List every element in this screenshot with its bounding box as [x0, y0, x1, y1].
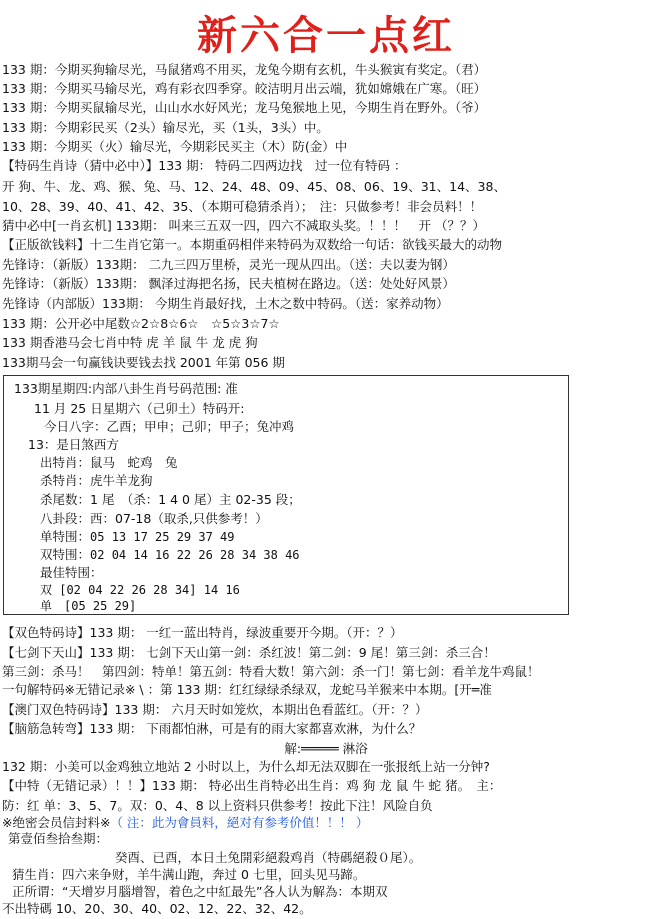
text-line: 【特码生肖诗（猜中必中）】133 期： 特码二四两边找 过一位有特码 ：	[2, 158, 407, 173]
box-bazi: 今日八字：乙酉；甲申；己卯；甲子；兔冲鸡	[44, 419, 295, 434]
row-value: 西：07-18（取杀,只供参考！）	[90, 511, 268, 526]
text-line: 癸酉、已酉，本日土兔開彩絕殺鸡肖（特碼絕殺０尾）。	[115, 850, 422, 865]
text-line: 133 期：今期买狗输尽光，马鼠猪鸡不用买，龙兔今期有玄机，牛头猴寅有奖定。（君）	[2, 62, 487, 77]
row-value: 1 尾 （杀：1 4 0 尾）主 02-35 段；	[90, 492, 301, 507]
box-odd-numbers: 单 [05 25 29]	[40, 599, 137, 613]
box-row	[40, 546, 300, 564]
box-row	[40, 472, 153, 489]
text-line: 133 期：今期买鼠输尽光，山山水水好风光；龙马兔猴地上见，今期生肖在野外。（爷）	[2, 100, 487, 115]
text-line: 【七剑下天山】133 期： 七剑下天山第一剑：杀红波！第二剑：9 尾！第三剑：杀三合！	[2, 645, 496, 660]
period-heading: 第壹佰叁拾叁期：	[8, 831, 109, 846]
text-line: 【脑筋急转弯】133 期： 下雨都怕淋，可是有的雨大家都喜欢淋，为什么？	[2, 721, 422, 736]
page-title: 新六合一点红	[197, 12, 455, 59]
box-row	[40, 454, 178, 471]
text-line: 先锋诗：（新版）133期： 飘泽过海把名扬，民夫植树在路边。（送：处处好风景）	[2, 276, 455, 291]
text-line: 【双色特码诗】133 期： 一红一蓝出特肖，绿波重要开今期。（开：？）	[2, 625, 403, 640]
row-label: 出特肖：	[40, 455, 91, 470]
text-line: 防：红 单：3、5、7。双：0、4、8 以上资料只供参考！按此下注！风险自负	[2, 798, 433, 813]
riddle-answer: 解:═════ 淋浴	[284, 741, 368, 756]
text-line: 132 期：小美可以金鸡独立地站 2 小时以上，为什么却无法双脚在一张报纸上站一分钟?	[2, 759, 490, 774]
box-heading: 133期星期四:内部八卦生肖号码范围: 准	[14, 381, 238, 396]
text-line: 开 狗、牛、龙、鸡、猴、兔、马、12、24、48、09、45、08、06、19、31、14、38、	[2, 179, 506, 194]
text-line: 10、28、39、40、41、42、35、（本期可稳猜杀肖）； 注：只做参考！非会员料！！	[2, 199, 483, 214]
text-line: 133 期：今期彩民买（2头）输尽光，买（1头，3头）中。	[2, 120, 329, 135]
text-line: 133 期：今期买马输尽光，鸡有彩衣四季穿。皎洁明月出云端，犹如嫦娥在广寒。（旺）	[2, 81, 487, 96]
row-value: 虎牛羊龙狗	[90, 473, 153, 488]
text-line: 第三剑：杀马！ 第四剑：特单！第五剑：特看大数！第六剑：杀一门！第七剑：看羊龙牛鸡鼠！	[2, 664, 540, 679]
text-line: 133 期：今期买（火）输尽光，今期彩民买主（木）防(金）中	[2, 139, 348, 154]
text-line: 正所谓：“天增岁月腦增智，着色之中紅最先”各人认为解為：本期双	[12, 884, 388, 899]
secret-note: （ 注：此为會員料，絕对有参考价值！！！ ）	[110, 815, 369, 830]
box-row	[40, 528, 235, 546]
text-line: 133期马会一句赢钱诀要钱去找 2001 年第 056 期	[2, 355, 285, 370]
box-row	[40, 564, 103, 581]
row-label: 杀尾数：	[40, 492, 91, 507]
text-line: 133 期：公开必中尾数☆2☆8☆6☆ ☆5☆3☆7☆	[2, 316, 280, 331]
text-line: 【中特（无错记录）！！】133 期： 特必出生肖特必出生肖：鸡 狗 龙 鼠 牛 蛇 猪。 主：	[2, 778, 502, 793]
text-line: 猜中必中[一肖玄机] 133期： 叫来三五双一四，四六不减取头奖。！！！ 开 （？？）	[2, 218, 486, 233]
text-line: 不出特碼 10、20、30、40、02、12、22、32、42。	[2, 901, 312, 916]
row-label: 单特围：	[40, 529, 91, 544]
box-date: 11 月 25 日星期六（己卯土）特码开:	[34, 401, 245, 416]
text-line: 【正版欲钱料】十二生肖它第一。本期重码相伴来特码为双数给一句话：欲钱买最大的动物	[2, 237, 503, 252]
row-label: 双特围：	[40, 547, 91, 562]
text-line: 一句解特码※无错记录※ \ ：第 133 期：红红绿绿杀绿双，龙蛇马羊猴来中本期。[开═准	[2, 682, 492, 697]
bagua-box	[3, 375, 569, 615]
box-row	[40, 491, 301, 508]
row-label: 杀特肖：	[40, 473, 91, 488]
row-value: 02 04 14 16 22 26 28 34 38 46	[90, 548, 300, 562]
row-label: 八卦段：	[40, 511, 91, 526]
row-value: 05 13 17 25 29 37 49	[90, 530, 235, 544]
box-row	[40, 510, 268, 527]
text-line: 【澳门双色特码诗】133 期： 六月天时如笼炊，本期出色看蓝红。（开：？）	[2, 702, 428, 717]
secret-line	[2, 814, 368, 831]
secret-label: ※绝密会员信封料※	[2, 815, 111, 830]
row-label: 最佳特围：	[40, 565, 103, 580]
text-line: 猜生肖：四六来争财，羊牛满山跑，奔过 0 七里，回头见马蹄。	[12, 867, 366, 882]
row-value: 鼠马 蛇鸡 兔	[90, 455, 178, 470]
box-direction: 13：是日煞西方	[28, 437, 119, 452]
text-line: 先锋诗：（新版）133期： 二九三四万里桥，灵光一现从四出。（送：夫以妻为钢）	[2, 257, 455, 272]
text-line: 133 期香港马会七肖中特 虎 羊 鼠 牛 龙 虎 狗	[2, 335, 258, 350]
text-line: 先锋诗（内部版）133期： 今期生肖最好找，土木之数中特码。（送：家养动物）	[2, 296, 449, 311]
box-even-numbers: 双 [02 04 22 26 28 34] 14 16	[40, 583, 240, 597]
